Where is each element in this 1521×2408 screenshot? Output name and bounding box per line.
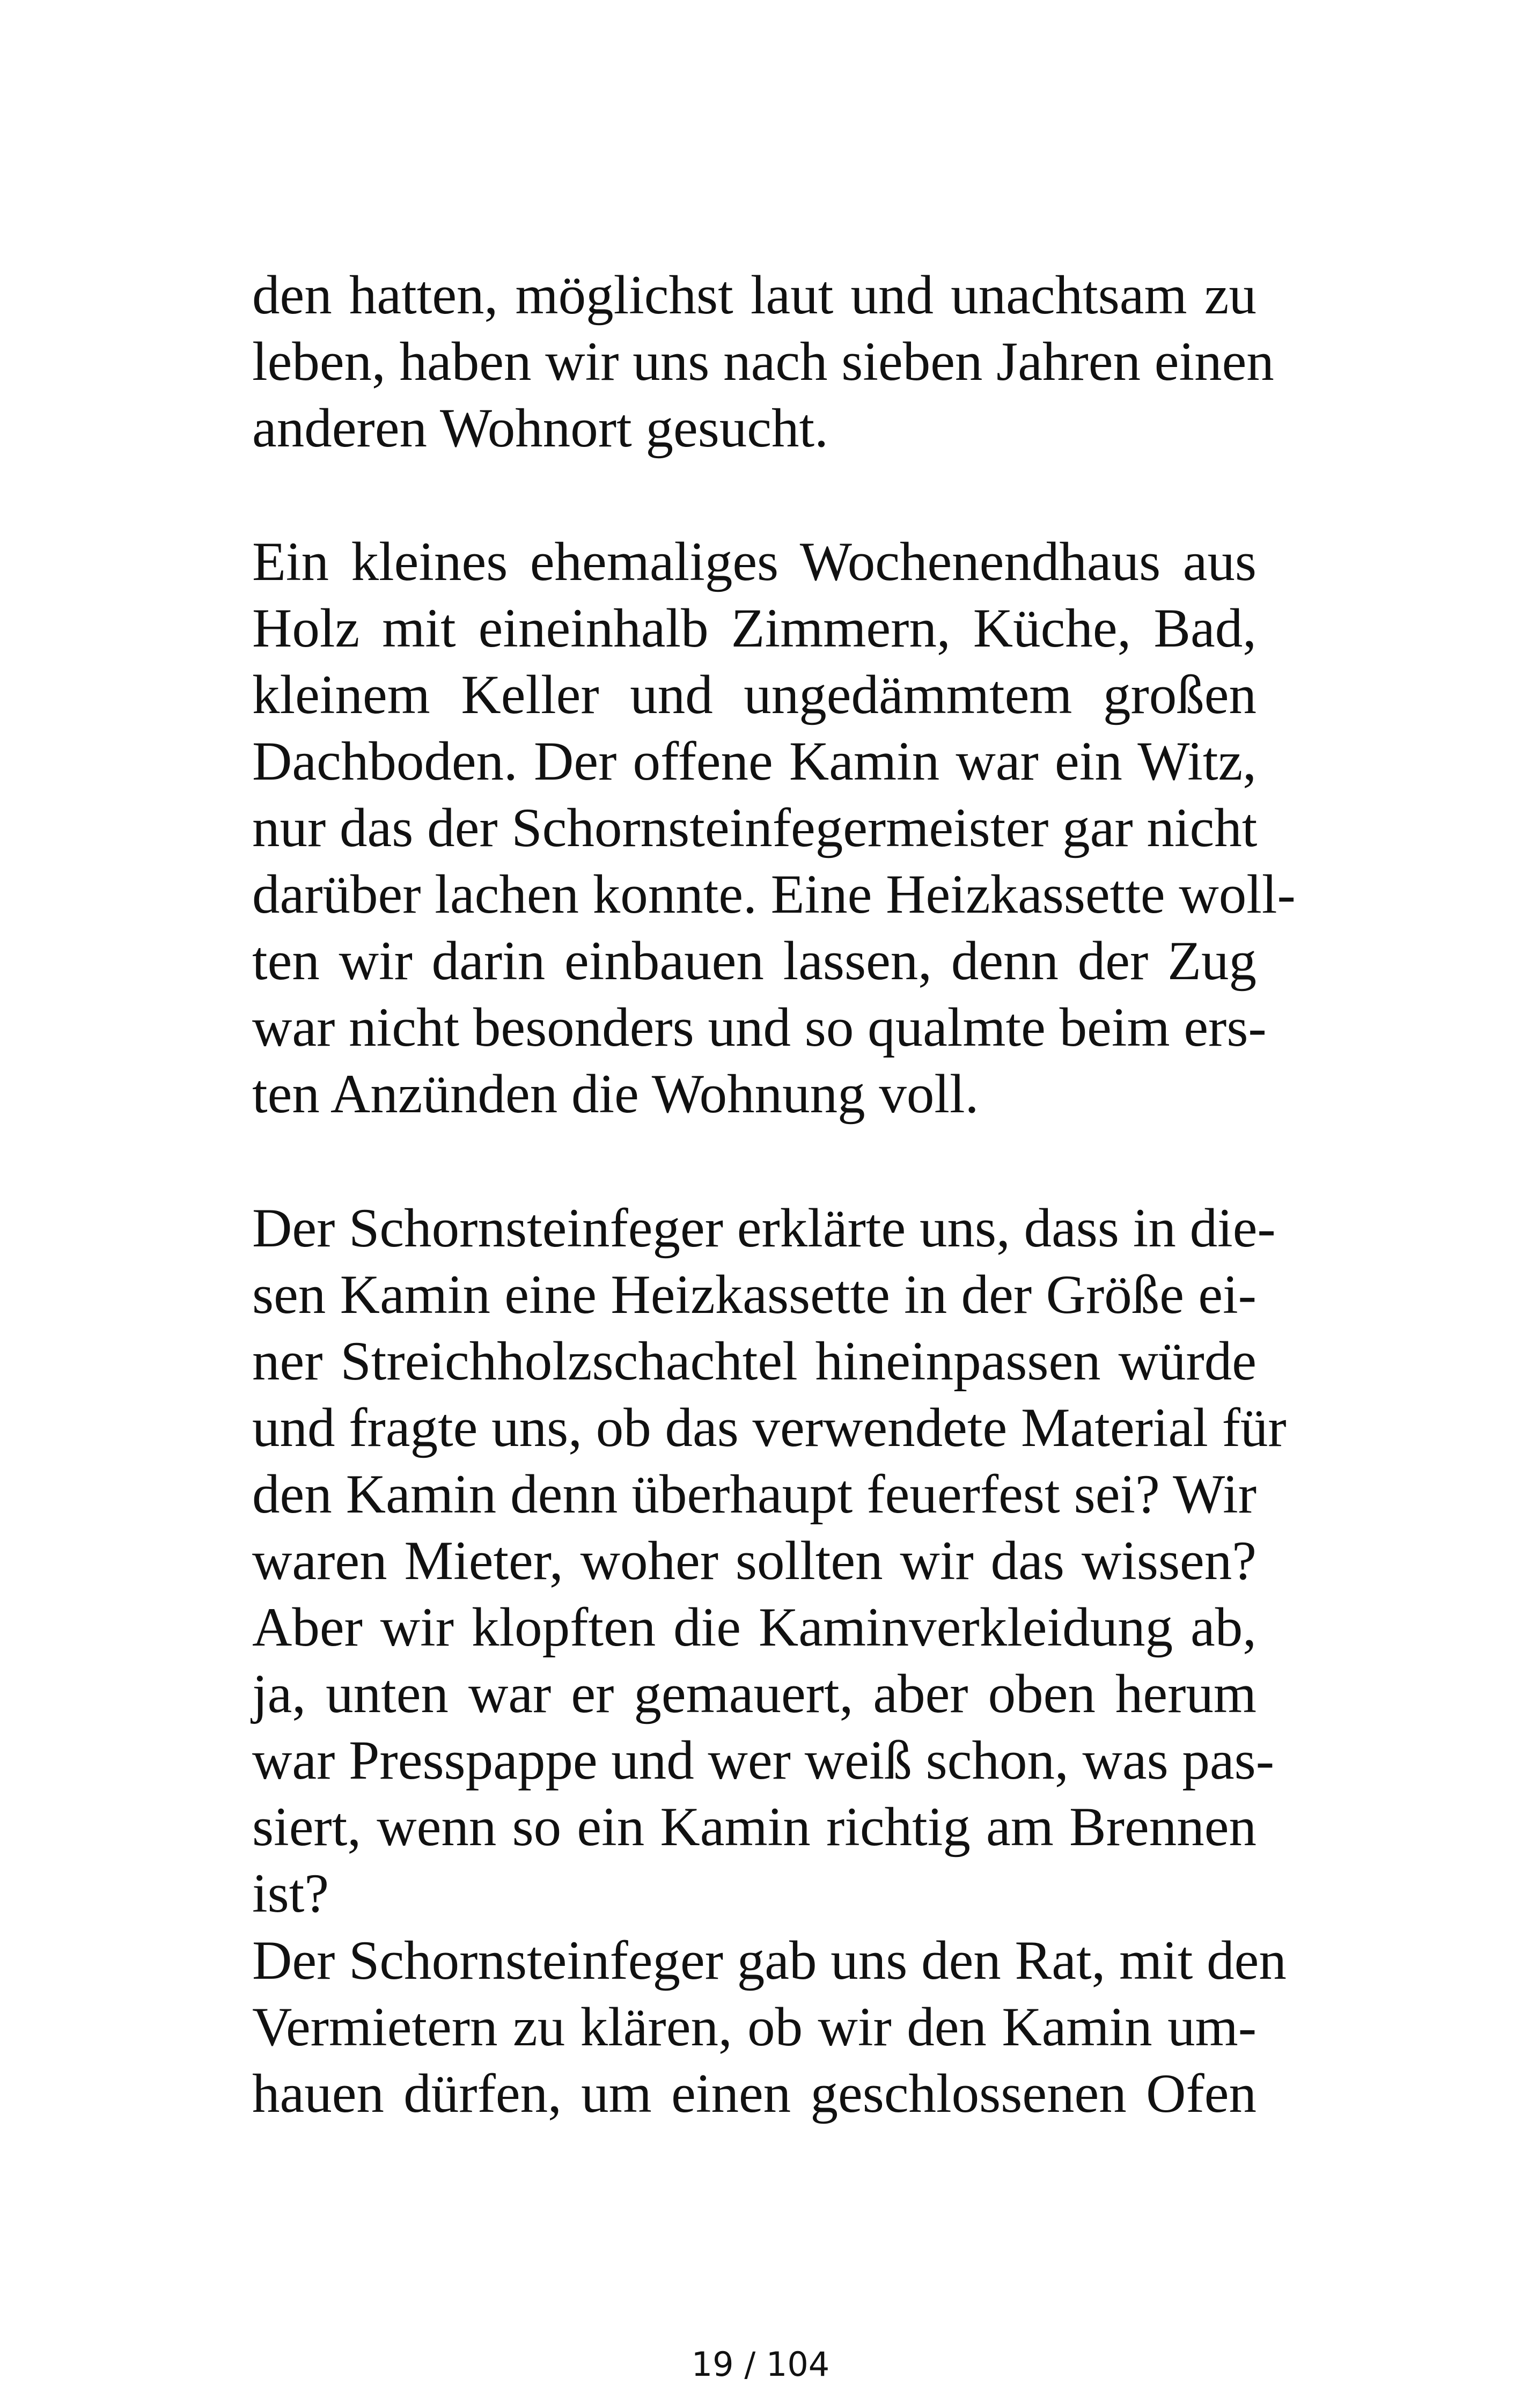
text-line: sen Kamin eine Heizkassette in der Größe ei- [252, 1264, 1257, 1325]
page-number: 19 / 104 [691, 2345, 830, 2384]
text-line: hauen dürfen, um einen geschlossenen Ofen [252, 2063, 1257, 2124]
text-line: darüber lachen konnte. Eine Heizkassette woll- [252, 864, 1296, 925]
text-line: kleinem Keller und ungedämmtem großen [252, 664, 1257, 725]
text-line: ten Anzünden die Wohnung voll. [252, 1063, 979, 1125]
text-line: Holz mit eineinhalb Zimmern, Küche, Bad, [252, 598, 1257, 659]
text-line: waren Mieter, woher sollten wir das wissen? [252, 1530, 1257, 1591]
text-line: war nicht besonders und so qualmte beim ers- [252, 997, 1267, 1058]
text-line: Der Schornsteinfeger erklärte uns, dass in die- [252, 1198, 1276, 1259]
text-line: war Presspappe und wer weiß schon, was pas- [252, 1730, 1274, 1791]
text-line: ten wir darin einbauen lassen, denn der Zug [252, 930, 1257, 992]
text-line: Aber wir klopften die Kaminverkleidung ab, [252, 1597, 1257, 1658]
paragraph-3 [252, 1195, 1287, 1927]
text-line: anderen Wohnort gesucht. [252, 398, 828, 459]
text-line: Ein kleines ehemaliges Wochenendhaus aus [252, 531, 1257, 592]
text-line: den Kamin denn überhaupt feuerfest sei? Wir [252, 1464, 1257, 1525]
text-line: den hatten, möglichst laut und unachtsam zu [252, 265, 1257, 326]
text-line: Dachboden. Der offene Kamin war ein Witz, [252, 731, 1257, 792]
text-line: Der Schornsteinfeger gab uns den Rat, mit den [252, 1930, 1287, 1991]
text-line: und fragte uns, ob das verwendete Material für [252, 1397, 1287, 1458]
text-line: ist? [252, 1863, 329, 1924]
paragraph-2 [252, 528, 1296, 1127]
text-line: nur das der Schornsteinfegermeister gar nicht [252, 797, 1258, 858]
text-line: leben, haben wir uns nach sieben Jahren einen [252, 331, 1274, 392]
text-line: Vermietern zu klären, ob wir den Kamin um- [252, 1996, 1257, 2058]
paragraph-1 [252, 262, 1274, 461]
text-line: ner Streichholzschachtel hineinpassen würde [252, 1331, 1257, 1392]
paragraph-4 [252, 1927, 1287, 2127]
text-line: siert, wenn so ein Kamin richtig am Brennen [252, 1796, 1257, 1858]
text-line: ja, unten war er gemauert, aber oben herum [252, 1663, 1257, 1724]
